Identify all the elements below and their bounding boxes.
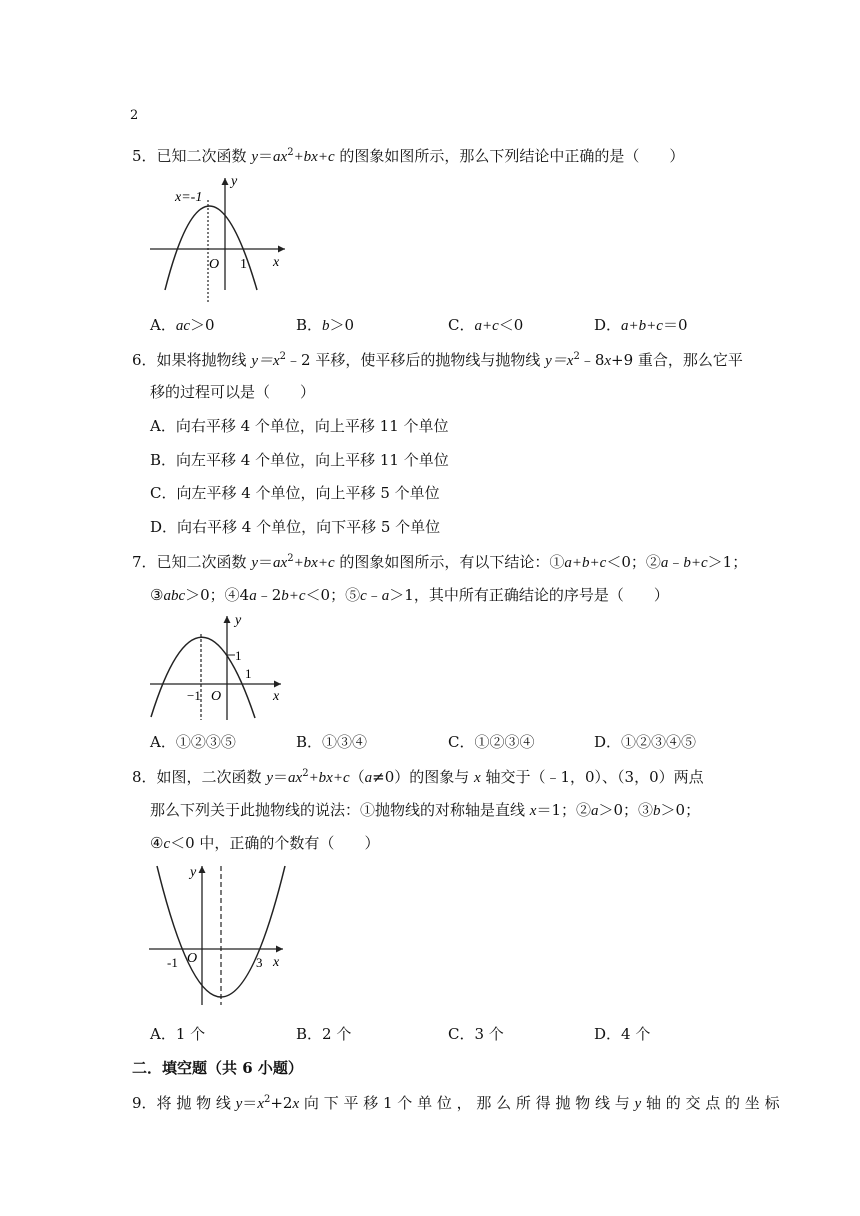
question-5: 5．已知二次函数 $y=ax^2+bx+c$ 的图象如图所示，那么下列结论中正确的是（ ） [132, 147, 685, 165]
q8-x-arrow [276, 946, 283, 953]
question-6: 6．如果将抛物线 $y=x^2﹣2$ 平移，使平移后的抛物线与抛物线 $y=x^2﹣8x+9$ 重合，那么它平 [132, 351, 743, 369]
q5-origin-label: O [209, 257, 220, 272]
question-9: 9．将 抛 物 线 $y=x^2+2x$ 向 下 平 移 1 个 单 位 ， 那 么 所 得 抛 物 线 与 y 轴 的 交 点 的 坐 标 [132, 1094, 780, 1112]
q8-y-arrow [199, 866, 206, 873]
q6-option-b[interactable]: B．向左平移 4 个单位，向上平移 11 个单位 [150, 451, 449, 469]
question-8-line-2: 那么下列关于此抛物线的说法：①抛物线的对称轴是直线 x＝1；②a＞0；③b＞0； [150, 801, 701, 819]
q5-y-arrow [222, 178, 229, 185]
question-8-line-3: ④c＜0 中，正确的个数有（ ） [150, 834, 380, 852]
question-7: 7．已知二次函数 $y=ax^2+bx+c$ 的图象如图所示，有以下结论：①a+b+c＜0；②a﹣b+c＞1； [132, 553, 748, 571]
q7-parabola-graph [145, 612, 295, 724]
q5-parabola-graph [145, 172, 295, 307]
q8-root2-label: 3 [256, 955, 263, 970]
q7-origin-label: O [211, 689, 222, 704]
q7-x-arrow [274, 681, 281, 688]
q8-option-a[interactable]: A．1 个 [150, 1025, 206, 1043]
question-7-line-2: ③abc＞0；④4a﹣2b+c＜0；⑤c﹣a＞1，其中所有正确结论的序号是（ ） [150, 586, 669, 604]
q5-x-arrow [278, 246, 285, 253]
q7-y-label: y [235, 613, 242, 628]
q5-y-label: y [231, 174, 238, 189]
q7-option-b[interactable]: B．①③④ [296, 733, 368, 751]
q8-x-label: x [273, 955, 280, 970]
q8-option-d[interactable]: D．4 个 [594, 1025, 651, 1043]
q7-tick-y-label: 1 [235, 648, 242, 663]
q5-option-b[interactable]: B．b＞0 [296, 316, 355, 334]
question-8: 8．如图，二次函数 $y=ax^2+bx+c(a\ne 0)$的图象与 x 轴交于（﹣1，0）、（3，0）两点 [132, 768, 704, 786]
q8-origin-label: O [187, 951, 198, 966]
q7-x-label: x [273, 689, 280, 704]
q5-parabola [165, 206, 257, 290]
q7-option-a[interactable]: A．①②③⑤ [150, 733, 236, 751]
q7-y-arrow [224, 616, 231, 623]
q7-tick-x-label: 1 [245, 666, 252, 681]
q6-option-d[interactable]: D．向右平移 4 个单位，向下平移 5 个单位 [150, 518, 441, 536]
q6-option-c[interactable]: C．向左平移 4 个单位，向上平移 5 个单位 [150, 484, 440, 502]
q7-option-c[interactable]: C．①②③④ [448, 733, 535, 751]
q8-y-label: y [190, 865, 197, 880]
q8-option-b[interactable]: B．2 个 [296, 1025, 352, 1043]
q7-option-d[interactable]: D．①②③④⑤ [594, 733, 697, 751]
q5-sym-label: x=-1 [175, 190, 203, 205]
q8-parabola-graph [145, 860, 295, 1010]
page-number: 2 [130, 108, 139, 123]
section-2-heading: 二．填空题（共 6 小题） [132, 1059, 303, 1077]
q5-option-c[interactable]: C．a+c＜0 [448, 316, 524, 334]
q5-tick-label: 1 [240, 257, 247, 272]
q5-x-label: x [273, 255, 280, 270]
q5-option-d[interactable]: D．a+b+c＝0 [594, 316, 688, 334]
q8-root1-label: -1 [167, 955, 178, 970]
question-6-line-2: 移的过程可以是（ ） [150, 383, 316, 401]
q6-option-a[interactable]: A．向右平移 4 个单位，向上平移 11 个单位 [150, 417, 449, 435]
q7-neg-tick-label: −1 [187, 688, 201, 703]
q8-option-c[interactable]: C．3 个 [448, 1025, 504, 1043]
q5-option-a[interactable]: A．ac＞0 [150, 316, 215, 334]
